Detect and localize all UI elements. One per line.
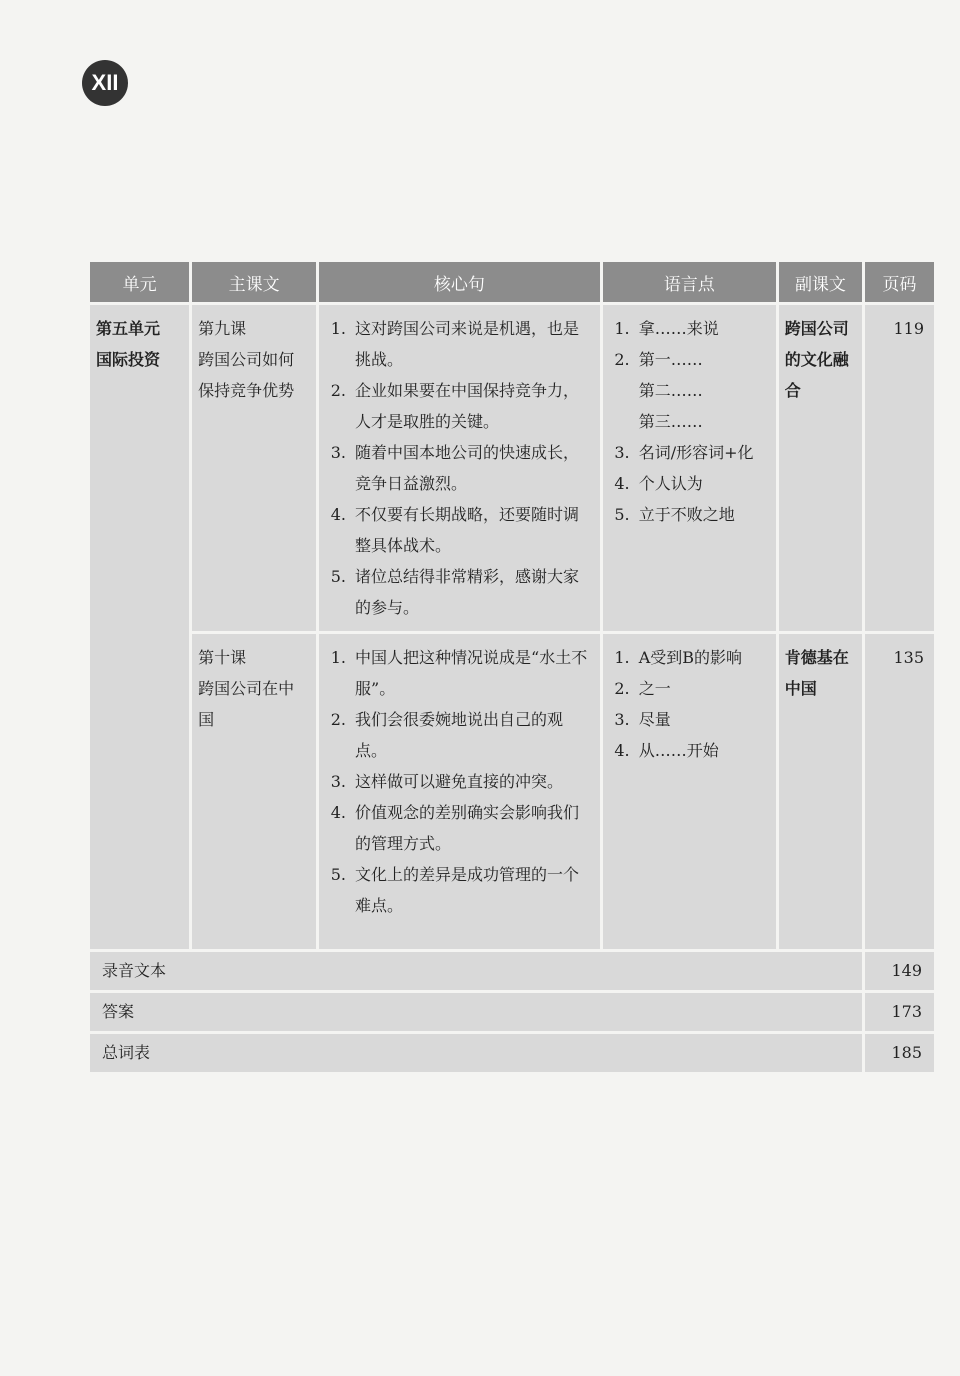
lesson-title: 第十课 bbox=[198, 648, 247, 667]
sentence: 4. 不仅要有长期战略，还要随时调整具体战术。 bbox=[351, 499, 594, 561]
appendix-label: 总词表 bbox=[90, 1034, 862, 1072]
sentence: 4. 价值观念的差别确实会影响我们的管理方式。 bbox=[351, 797, 594, 859]
point: 5. 立于不败之地 bbox=[635, 499, 770, 530]
lesson-cell bbox=[192, 305, 316, 631]
page-cell: 185 bbox=[865, 1034, 934, 1072]
page-cell: 149 bbox=[865, 952, 934, 990]
point: 2. 第一…… 第二…… 第三…… bbox=[635, 344, 770, 437]
page-cell: 119 bbox=[865, 305, 934, 631]
point: 4. 从……开始 bbox=[635, 735, 770, 766]
unit-cell bbox=[90, 305, 189, 949]
page-cell: 135 bbox=[865, 634, 934, 949]
sentence: 5. 诸位总结得非常精彩，感谢大家的参与。 bbox=[351, 561, 594, 623]
sub-lesson-cell: 肯德基在中国 bbox=[779, 634, 862, 949]
sentence: 2. 我们会很委婉地说出自己的观点。 bbox=[351, 704, 594, 766]
sentences-cell bbox=[319, 634, 600, 949]
page-cell: 173 bbox=[865, 993, 934, 1031]
appendix-row bbox=[90, 1034, 934, 1072]
sentence: 3. 这样做可以避免直接的冲突。 bbox=[351, 766, 594, 797]
unit-subtitle: 国际投资 bbox=[96, 350, 161, 369]
lesson-row bbox=[90, 305, 934, 631]
header-cell: 页码 bbox=[865, 262, 934, 302]
sentence: 3. 随着中国本地公司的快速成长，竞争日益激烈。 bbox=[351, 437, 594, 499]
sub-lesson-cell: 跨国公司的文化融合 bbox=[779, 305, 862, 631]
sentence: 1. 这对跨国公司来说是机遇，也是挑战。 bbox=[351, 313, 594, 375]
lesson-cell bbox=[192, 634, 316, 949]
points-cell bbox=[603, 305, 776, 631]
lesson-subtitle: 跨国公司如何保持竞争优势 bbox=[198, 350, 295, 400]
points-cell bbox=[603, 634, 776, 949]
page-number-badge: XII bbox=[82, 60, 128, 106]
unit-title: 第五单元 bbox=[96, 319, 161, 338]
appendix-row bbox=[90, 993, 934, 1031]
point: 1. A受到B的影响 bbox=[635, 642, 770, 673]
header-cell: 副课文 bbox=[779, 262, 862, 302]
point: 1. 拿……来说 bbox=[635, 313, 770, 344]
lesson-row bbox=[90, 634, 934, 949]
header-cell: 语言点 bbox=[603, 262, 776, 302]
point: 3. 名词/形容词+化 bbox=[635, 437, 770, 468]
header-cell: 核心句 bbox=[319, 262, 600, 302]
point: 2. 之一 bbox=[635, 673, 770, 704]
header-cell: 主课文 bbox=[192, 262, 316, 302]
appendix-row bbox=[90, 952, 934, 990]
lesson-subtitle: 跨国公司在中国 bbox=[198, 679, 295, 729]
header-row bbox=[90, 262, 934, 302]
lesson-title: 第九课 bbox=[198, 319, 247, 338]
sentence: 2. 企业如果要在中国保持竞争力，人才是取胜的关键。 bbox=[351, 375, 594, 437]
contents-table bbox=[87, 259, 937, 1075]
header-cell: 单元 bbox=[90, 262, 189, 302]
point: 4. 个人认为 bbox=[635, 468, 770, 499]
appendix-label: 答案 bbox=[90, 993, 862, 1031]
sentence: 1. 中国人把这种情况说成是“水土不服”。 bbox=[351, 642, 594, 704]
appendix-label: 录音文本 bbox=[90, 952, 862, 990]
point: 3. 尽量 bbox=[635, 704, 770, 735]
sentence: 5. 文化上的差异是成功管理的一个难点。 bbox=[351, 859, 594, 921]
sentences-cell bbox=[319, 305, 600, 631]
